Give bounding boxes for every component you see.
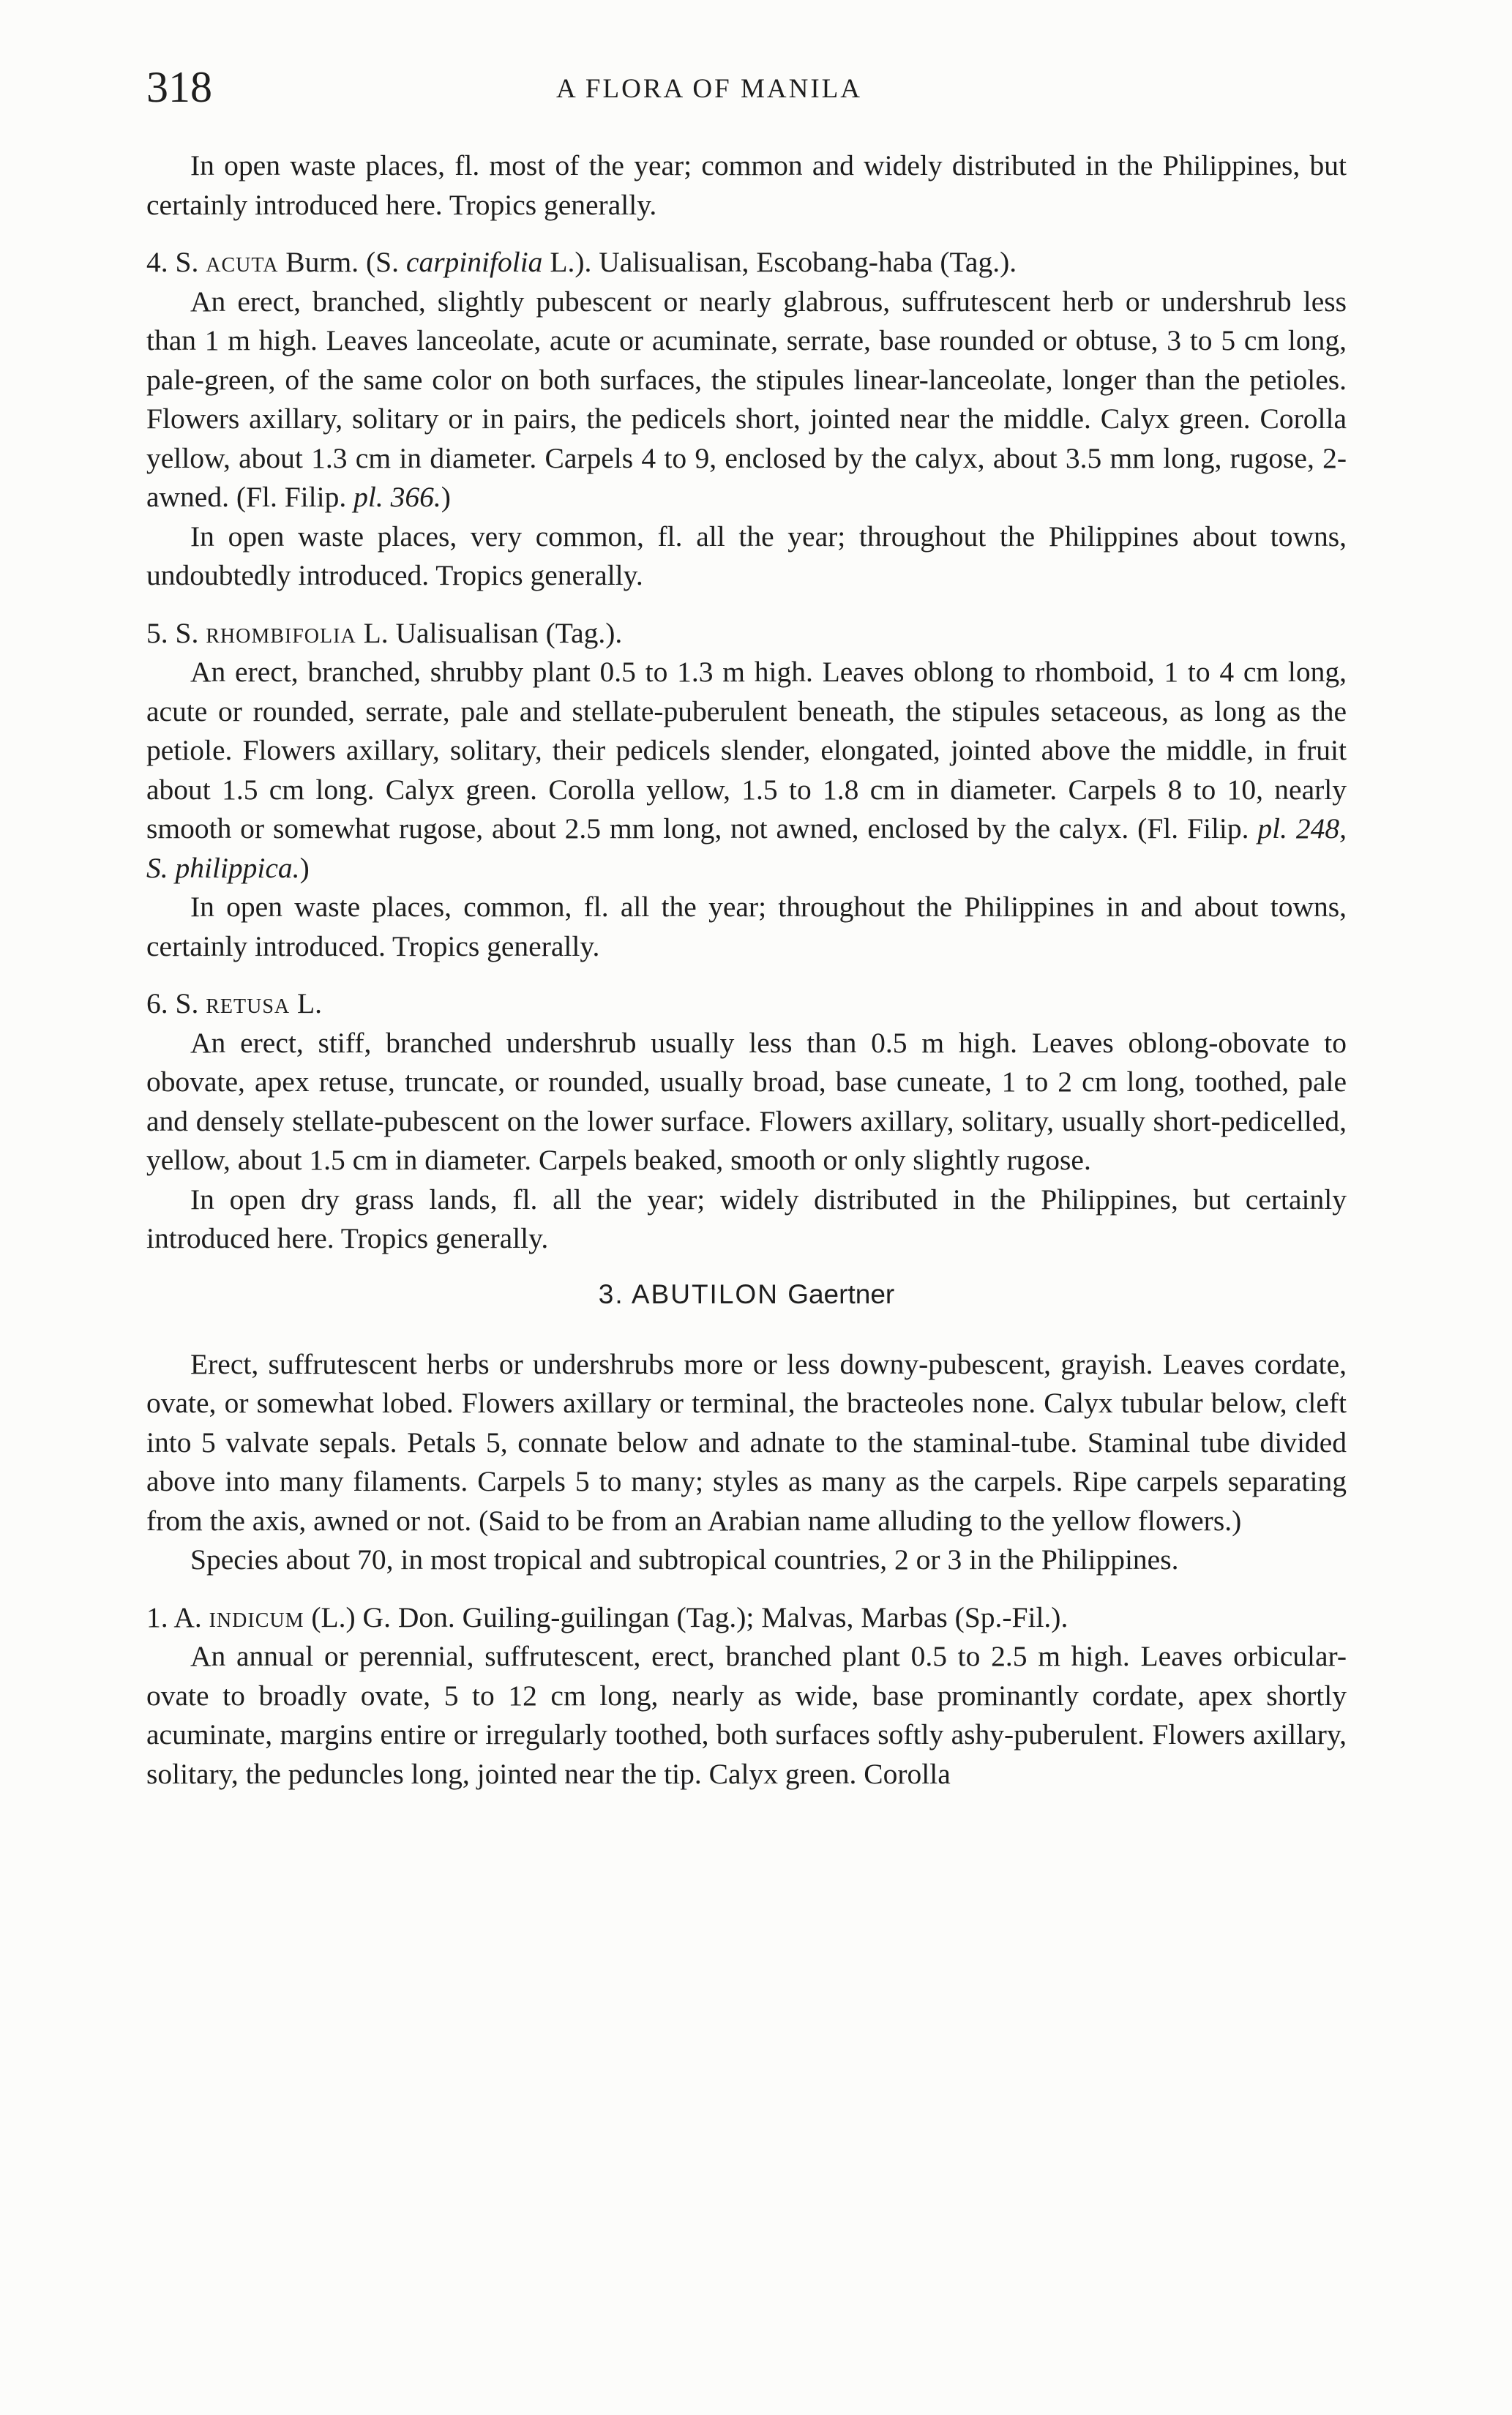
species-description-indicum: An annual or perennial, suffrutescent, erect, branched plant 0.5 to 2.5 m high. Leaves orbicular-ovate to broadly ovate, 5 to 12 cm long, nearly as wide, base prominantly cordate, apex shortly acuminate, margins entire or irregularly toothed, both surfaces softly ashy-puberulent. Flowers axillary, solitary, the peduncles long, jointed near the tip. Calyx green. Corolla (146, 1640, 1347, 1790)
running-title: A FLORA OF MANILA (556, 74, 862, 104)
genus-species-note: Species about 70, in most tropical and subtropical countries, 2 or 3 in the Philippines. (190, 1543, 1179, 1576)
species-heading-indicum: 1. A. indicum (L.) G. Don. Guiling-guilingan (Tag.); Malvas, Marbas (Sp.-Fil.). (146, 1600, 1068, 1633)
species-description-rhombifolia: An erect, branched, shrubby plant 0.5 to 1.3 m high. Leaves oblong to rhomboid, 1 to 4 cm long, acute or rounded, serrate, pale and stellate-puberulent beneath, the stipules setaceous, as long as the petiole. Flowers axillary, solitary, their pedicels slender, elongated, jointed above the middle, in fruit about 1.5 cm long. Calyx green. Corolla yellow, 1.5 to 1.8 cm in diameter. Carpels 8 to 10, nearly smooth or somewhat rugose, about 2.5 mm long, not awned, enclosed by the calyx. (Fl. Filip. pl. 248, S. philippica.) (146, 656, 1347, 884)
genus-heading: 3. ABUTILON Gaertner (598, 1278, 895, 1309)
species-description-retusa: An erect, stiff, branched undershrub usually less than 0.5 m high. Leaves oblong-obovate to obovate, apex retuse, truncate, or rounded, usually broad, base cuneate, 1 to 2 cm long, toothed, pale and densely stellate-pubescent on the lower surface. Flowers axillary, solitary, usually short-pedicelled, yellow, about 1.5 cm in diameter. Carpels beaked, smooth or only slightly rugose. (146, 1026, 1347, 1176)
species-habitat-rhombifolia: In open waste places, common, fl. all the year; throughout the Philippines in and about towns, certainly introduced. Tropics generally. (146, 891, 1347, 962)
page-number: 318 (146, 63, 212, 111)
genus-description: Erect, suffrutescent herbs or undershrubs more or less downy-pubescent, grayish. Leaves cordate, ovate, or somewhat lobed. Flowers axillary or terminal, the bracteoles none. Calyx tubular below, cleft into 5 valvate sepals. Petals 5, connate below and adnate to the staminal-tube. Staminal tube divided above into many filaments. Carpels 5 to many; styles as many as the carpels. Ripe carpels separating from the axis, awned or not. (Said to be from an Arabian name alluding to the yellow flowers.) (146, 1347, 1347, 1537)
continued-habitat: In open waste places, fl. most of the year; common and widely distributed in the Philippines, but certainly introduced here. Tropics generally. (146, 149, 1347, 221)
page-header (146, 62, 1347, 121)
species-habitat-retusa: In open dry grass lands, fl. all the year; widely distributed in the Philippines, but certainly introduced here. Tropics generally. (146, 1183, 1347, 1254)
species-habitat-acuta: In open waste places, very common, fl. all the year; throughout the Philippines about towns, undoubtedly introduced. Tropics generally. (146, 520, 1347, 591)
species-heading-rhombifolia: 5. S. rhombifolia L. Ualisualisan (Tag.). (146, 616, 623, 649)
species-heading-retusa: 6. S. retusa L. (146, 987, 323, 1019)
species-heading-acuta: 4. S. acuta Burm. (S. carpinifolia L.). Ualisualisan, Escobang-haba (Tag.). (146, 246, 1017, 278)
page-body (146, 146, 1347, 1794)
species-description-acuta: An erect, branched, slightly pubescent or nearly glabrous, suffrutescent herb or undershrub less than 1 m high. Leaves lanceolate, acute or acuminate, serrate, base rounded or obtuse, 3 to 5 cm long, pale-green, of the same color on both surfaces, the stipules linear-lanceolate, longer than the petioles. Flowers axillary, solitary or in pairs, the pedicels short, jointed near the middle. Calyx green. Corolla yellow, about 1.3 cm in diameter. Carpels 4 to 9, enclosed by the calyx, about 3.5 mm long, rugose, 2-awned. (Fl. Filip. pl. 366.) (146, 285, 1347, 513)
